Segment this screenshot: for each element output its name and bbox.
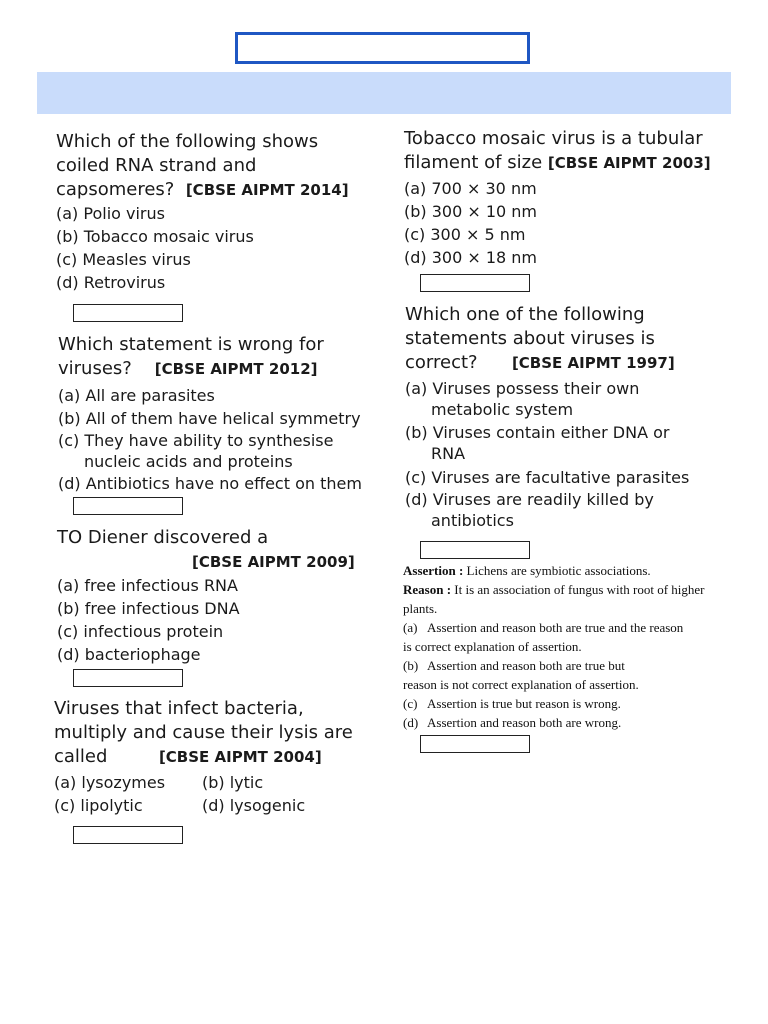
- question-3: [57, 526, 367, 666]
- title-box: [235, 32, 530, 64]
- exam-tag: [CBSE AIPMT 2003]: [547, 154, 711, 172]
- option-b-cont: RNA: [431, 444, 466, 463]
- question-stem: TO Diener discovered a: [57, 527, 269, 548]
- answer-box-5[interactable]: [420, 274, 530, 292]
- exam-tag: [CBSE AIPMT 2014]: [185, 181, 349, 199]
- answer-box-6[interactable]: [420, 541, 530, 559]
- question-stem: Tobacco mosaic virus is a tubular filament of size: [404, 128, 703, 173]
- option-d-cont: antibiotics: [431, 511, 514, 530]
- answer-box-7[interactable]: [420, 735, 530, 753]
- option-c[interactable]: (c) Measles virus: [56, 250, 191, 269]
- option-c[interactable]: (c) Viruses are facultative parasites: [405, 468, 690, 487]
- answer-box-3[interactable]: [73, 669, 183, 687]
- assertion-text: Lichens are symbiotic associations.: [466, 563, 651, 578]
- reason-label: Reason :: [403, 582, 452, 597]
- answer-box-1[interactable]: [73, 304, 183, 322]
- option-a[interactable]: (a) lysozymes: [54, 773, 166, 792]
- question-5: [404, 127, 724, 269]
- reason-text: It is an association of fungus with root of higher plants.: [403, 582, 705, 616]
- option-a[interactable]: (a) Assertion and reason both are true and the reason is correct explanation of assertion.: [403, 620, 684, 654]
- exam-tag: [CBSE AIPMT 2012]: [154, 360, 318, 378]
- option-d[interactable]: (d) lysogenic: [202, 796, 306, 815]
- question-1: [56, 130, 376, 294]
- question-4: [54, 697, 374, 817]
- question-7: [403, 561, 713, 732]
- exam-tag: [CBSE AIPMT 1997]: [511, 354, 675, 372]
- option-a-cont: metabolic system: [431, 400, 574, 419]
- assertion-label: Assertion :: [403, 563, 464, 578]
- question-stem: Which statement is wrong for viruses?: [58, 334, 324, 379]
- option-b[interactable]: (b) All of them have helical symmetry: [58, 409, 361, 428]
- option-c[interactable]: (c) lipolytic: [54, 796, 143, 815]
- exam-tag: [CBSE AIPMT 2004]: [158, 748, 322, 766]
- question-stem: Viruses that infect bacteria, multiply and cause their lysis are called: [54, 698, 353, 767]
- option-b[interactable]: (b) Tobacco mosaic virus: [56, 227, 254, 246]
- exam-tag: [CBSE AIPMT 2009]: [192, 553, 355, 571]
- question-stem: Which of the following shows coiled RNA strand and capsomeres?: [56, 131, 319, 200]
- option-d[interactable]: (d) Retrovirus: [56, 273, 166, 292]
- option-c[interactable]: (c) They have ability to synthesise: [58, 431, 334, 450]
- option-a[interactable]: (a) Polio virus: [56, 204, 165, 223]
- option-c-cont: nucleic acids and proteins: [84, 452, 293, 471]
- option-b[interactable]: (b) free infectious DNA: [57, 599, 240, 618]
- answer-box-4[interactable]: [73, 826, 183, 844]
- option-a[interactable]: (a) Viruses possess their own: [405, 379, 640, 398]
- option-d[interactable]: (d) 300 × 18 nm: [404, 248, 538, 267]
- option-b[interactable]: (b) Assertion and reason both are true but reason is not correct explanation of assertion.: [403, 658, 639, 692]
- option-b[interactable]: (b) Viruses contain either DNA or: [405, 423, 670, 442]
- option-d[interactable]: (d) Assertion and reason both are wrong.: [403, 715, 622, 730]
- option-a[interactable]: (a) All are parasites: [58, 386, 215, 405]
- question-2: [58, 333, 368, 495]
- question-stem: Which one of the following statements about viruses is correct?: [405, 304, 655, 373]
- option-a[interactable]: (a) 700 × 30 nm: [404, 179, 537, 198]
- option-a[interactable]: (a) free infectious RNA: [57, 576, 238, 595]
- option-b[interactable]: (b) 300 × 10 nm: [404, 202, 538, 221]
- answer-box-2[interactable]: [73, 497, 183, 515]
- option-d[interactable]: (d) bacteriophage: [57, 645, 201, 664]
- option-b[interactable]: (b) lytic: [202, 773, 264, 792]
- question-6: [405, 303, 725, 531]
- option-d[interactable]: (d) Viruses are readily killed by: [405, 490, 654, 509]
- option-c[interactable]: (c) 300 × 5 nm: [404, 225, 526, 244]
- option-d[interactable]: (d) Antibiotics have no effect on them: [58, 474, 362, 493]
- header-banner: [37, 72, 731, 114]
- option-c[interactable]: (c) Assertion is true but reason is wrong.: [403, 696, 621, 711]
- option-c[interactable]: (c) infectious protein: [57, 622, 224, 641]
